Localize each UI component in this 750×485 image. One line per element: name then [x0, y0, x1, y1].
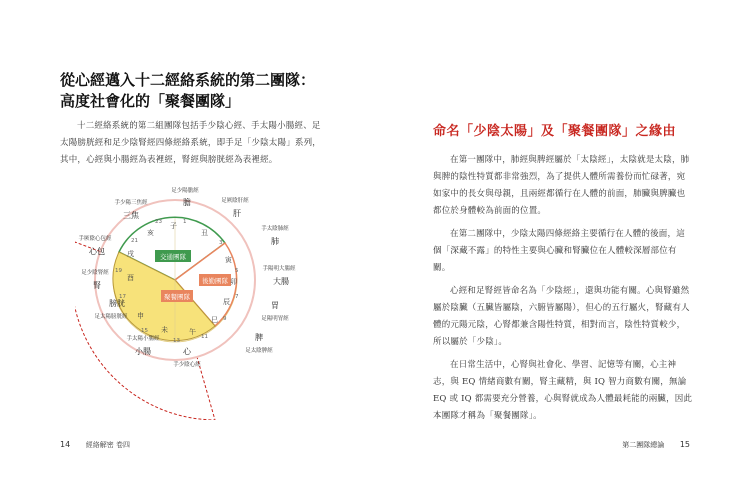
right-body — [433, 152, 693, 431]
page-title — [60, 70, 350, 112]
page-number-right: 15 — [679, 440, 690, 449]
label-liver-meridian: 足厥陰肝經 — [221, 198, 249, 204]
meridian-clock-diagram — [75, 180, 305, 420]
label-heart: 心 — [183, 347, 191, 356]
label-pericardium: 心包 — [89, 247, 105, 256]
paragraph-3: 心經和足腎經皆命名為「少陰經」，還與功能有關。心與腎雖然屬於陰臟（五臟皆屬陰，六腑皆屬陽），但心的五行屬火，腎藏有人體的元陽元陰，心腎都兼含陽性特質，相對而言，陰性特質較少，所以屬於「少陰」。 — [433, 286, 690, 347]
label-stomach: 胃 — [271, 301, 279, 310]
hour-23: 23 — [155, 219, 162, 225]
label-spleen: 脾 — [255, 333, 263, 342]
hour-7a: 7 — [235, 294, 239, 300]
title-line-2: 高度社會化的「聚餐團隊」 — [60, 92, 241, 110]
label-lung-meridian: 手太陰肺經 — [261, 226, 289, 232]
label-liver: 肝 — [233, 209, 241, 218]
label-spleen-meridian: 足太陰脾經 — [245, 348, 273, 354]
paragraph-2: 在第二團隊中，少陰太陽四條經絡主要循行在人體的後面，這個「深藏不露」的特性主要與心臟和腎臟位在人體較深層部位有關。 — [433, 229, 685, 273]
title-line-1: 從心經邁入十二經絡系統的第二團隊： — [60, 71, 316, 89]
label-kidney: 腎 — [93, 281, 101, 290]
team-label-green: 交通團隊 — [160, 253, 186, 261]
label-gallbladder-meridian: 足少陽膽經 — [171, 188, 199, 194]
hour-15a: 15 — [141, 328, 148, 334]
hour-19a: 19 — [115, 268, 122, 274]
label-small-intestine: 小腸 — [135, 347, 151, 356]
label-large-intestine-meridian: 手陽明大腸經 — [262, 266, 296, 272]
label-bladder: 膀胱 — [109, 299, 125, 308]
branch-si: 巳 — [211, 316, 218, 324]
branch-hai: 亥 — [147, 229, 154, 237]
label-small-intestine-meridian: 手太陽小腸經 — [126, 336, 160, 342]
paragraph-1: 在第一團隊中，肺經與脾經屬於「太陰經」，太陰就是太陰，肺與脾的陰性特質都非常強烈，為了提供人體所需養份而忙碌著，宛如家中的長女與母親，且兩經都循行在人體的前面，肺臟與脾臟也都位於身體較為前面的位置。 — [433, 155, 690, 216]
paragraph-4: 在日常生活中，心腎與社會化、學習、記憶等有關，心主神志，與 EQ 情緒商數有關，腎主藏精，與 IQ 智力商數有關，無論 EQ 或 IQ 都需要充分營養，心與腎就成為人體最耗能的兩臟，因此本團隊才稱為「聚餐團隊」。 — [433, 360, 693, 421]
team-label-orange: 後勤團隊 — [202, 277, 228, 285]
left-footer — [60, 440, 130, 450]
branch-xu: 戌 — [127, 250, 134, 258]
hour-1a: 1 — [183, 219, 187, 225]
right-footer — [622, 440, 690, 450]
hour-21a: 21 — [131, 238, 138, 244]
branch-shen: 申 — [137, 312, 144, 320]
hour-9a: 9 — [223, 316, 227, 322]
label-san-jiao: 三焦 — [123, 211, 139, 220]
branch-yin: 寅 — [225, 256, 232, 264]
book-title: 經絡解密 卷四 — [85, 441, 130, 449]
branch-chou: 丑 — [201, 229, 208, 237]
hour-13a: 13 — [173, 338, 180, 344]
hour-5a: 5 — [235, 268, 239, 274]
label-bladder-meridian: 足太陽膀胱經 — [94, 314, 128, 320]
page-number-left: 14 — [60, 440, 71, 449]
label-stomach-meridian: 足陽明胃經 — [261, 316, 289, 322]
label-kidney-meridian: 足少陰腎經 — [81, 270, 109, 276]
label-large-intestine: 大腸 — [273, 277, 289, 286]
label-pericardium-meridian: 手厥陰心包經 — [78, 236, 112, 242]
intro-paragraph: 十二經絡系統的第二組團隊包括手少陰心經、手太陽小腸經、足太陽膀胱經和足少陰腎經四條經絡系統，即手足「少陰太陽」系列，其中，心經與小腸經為表裡經，腎經與膀胱經為表裡經。 — [60, 121, 322, 165]
team-label-red: 聚餐團隊 — [164, 293, 190, 301]
branch-wu: 午 — [189, 328, 196, 336]
hour-11a: 11 — [201, 334, 208, 340]
hour-17a: 17 — [119, 294, 126, 300]
branch-chen: 辰 — [223, 298, 230, 306]
label-lung: 肺 — [271, 237, 279, 246]
section-title: 命名「少陰太陽」及「聚餐團隊」之緣由 — [433, 124, 677, 139]
branch-mao: 卯 — [230, 278, 237, 286]
intro-text — [60, 118, 325, 169]
branch-you: 酉 — [127, 274, 134, 282]
label-san-jiao-meridian: 手少陽三焦經 — [114, 200, 148, 206]
hour-3a: 3 — [219, 240, 223, 246]
label-gallbladder: 膽 — [183, 198, 191, 207]
right-page — [375, 0, 750, 485]
branch-zi: 子 — [170, 222, 177, 230]
label-heart-meridian: 手少陰心經 — [173, 362, 201, 368]
chapter-title: 第二團隊總論 — [622, 441, 665, 449]
branch-wei: 未 — [161, 326, 168, 334]
